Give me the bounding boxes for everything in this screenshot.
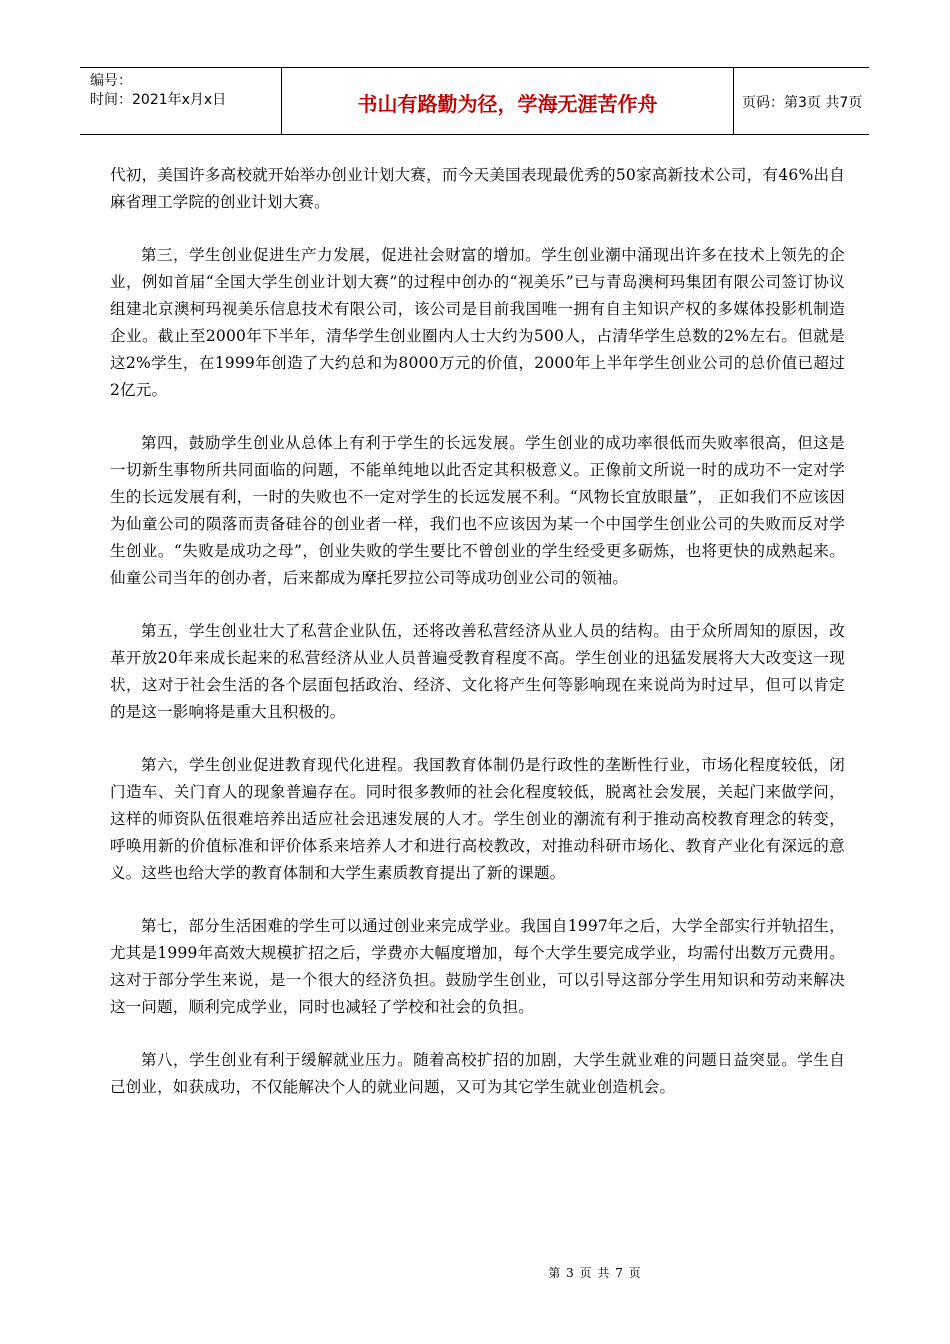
- document-number-label: 编号：: [90, 73, 132, 89]
- document-body: [110, 162, 845, 1127]
- header-motto: 书山有路勤为径，学海无涯苦作舟: [282, 68, 734, 134]
- header-meta-cell: [80, 68, 282, 134]
- paragraph-sixth: 第六，学生创业促进教育现代化进程。我国教育体制仍是行政性的垄断性行业，市场化程度较低，闭门造车、关门育人的现象普遍存在。同时很多教师的社会化程度较低，脱离社会发展，关起门来做学问，这样的师资队伍很难培养出适应社会迅速发展的人才。学生创业的潮流有利于推动高校教育理念的转变，呼唤用新的价值标准和评价体系来培养人才和进行高校教改，对推动科研市场化、教育产业化有深远的意义。这些也给大学的教育体制和大学生素质教育提出了新的课题。: [110, 756, 845, 882]
- paragraph-fifth: 第五，学生创业壮大了私营企业队伍，还将改善私营经济从业人员的结构。由于众所周知的原因，改革开放20年来成长起来的私营经济从业人员普遍受教育程度不高。学生创业的迅猛发展将大大改变这一现状，这对于社会生活的各个层面包括政治、经济、文化将产生何等影响现在来说尚为时过早，但可以肯定的是这一影响将是重大且积极的。: [110, 622, 845, 721]
- paragraph-fourth: 第四，鼓励学生创业从总体上有利于学生的长远发展。学生创业的成功率很低而失败率很高，但这是一切新生事物所共同面临的问题，不能单纯地以此否定其积极意义。正像前文所说一时的成功不一定对学生的长远发展有利，一时的失败也不一定对学生的长远发展不利。“风物长宜放眼量”， 正如我们不应该因为仙童公司的陨落而责备硅谷的创业者一样，我们也不应该因为某一个中国学生创业公司的失败而反对学生创业。“失败是成功之母”，创业失败的学生要比不曾创业的学生经受更多砺炼，也将更快的成熟起来。仙童公司当年的创办者，后来都成为摩托罗拉公司等成功创业公司的领袖。: [110, 434, 845, 587]
- paragraph-seventh: 第七，部分生活困难的学生可以通过创业来完成学业。我国自1997年之后，大学全部实行并轨招生，尤其是1999年高效大规模扩招之后，学费亦大幅度增加，每个大学生要完成学业，均需付出数万元费用。这对于部分学生来说，是一个很大的经济负担。鼓励学生创业，可以引导这部分学生用知识和劳动来解决这一问题，顺利完成学业，同时也减轻了学校和社会的负担。: [110, 917, 845, 1016]
- page-footer: 第 3 页 共 7 页: [548, 1266, 642, 1280]
- paragraph-third: 第三，学生创业促进生产力发展，促进社会财富的增加。学生创业潮中涌现出许多在技术上领先的企业，例如首届“全国大学生创业计划大赛”的过程中创办的“视美乐”已与青岛澳柯玛集团有限公司签订协议组建北京澳柯玛视美乐信息技术有限公司，该公司是目前我国唯一拥有自主知识产权的多媒体投影机制造企业。截止至2000年下半年，清华学生创业圈内人士大约为500人，占清华学生总数的2%左右。但就是这2%学生，在1999年创造了大约总和为8000万元的价值，2000年上半年学生创业公司的总价值已超过2亿元。: [110, 246, 845, 399]
- page-header: [80, 67, 869, 135]
- header-page-code: 页码：第3页 共7页: [742, 95, 863, 111]
- paragraph-eighth: 第八，学生创业有利于缓解就业压力。随着高校扩招的加剧，大学生就业难的问题日益突显。学生自己创业，如获成功，不仅能解决个人的就业问题，又可为其它学生就业创造机会。: [110, 1051, 845, 1096]
- paragraph-continuation: 代初，美国许多高校就开始举办创业计划大赛，而今天美国表现最优秀的50家高新技术公司，有46%出自麻省理工学院的创业计划大赛。: [110, 166, 845, 211]
- document-time-label: 时间：2021年x月x日: [90, 92, 227, 108]
